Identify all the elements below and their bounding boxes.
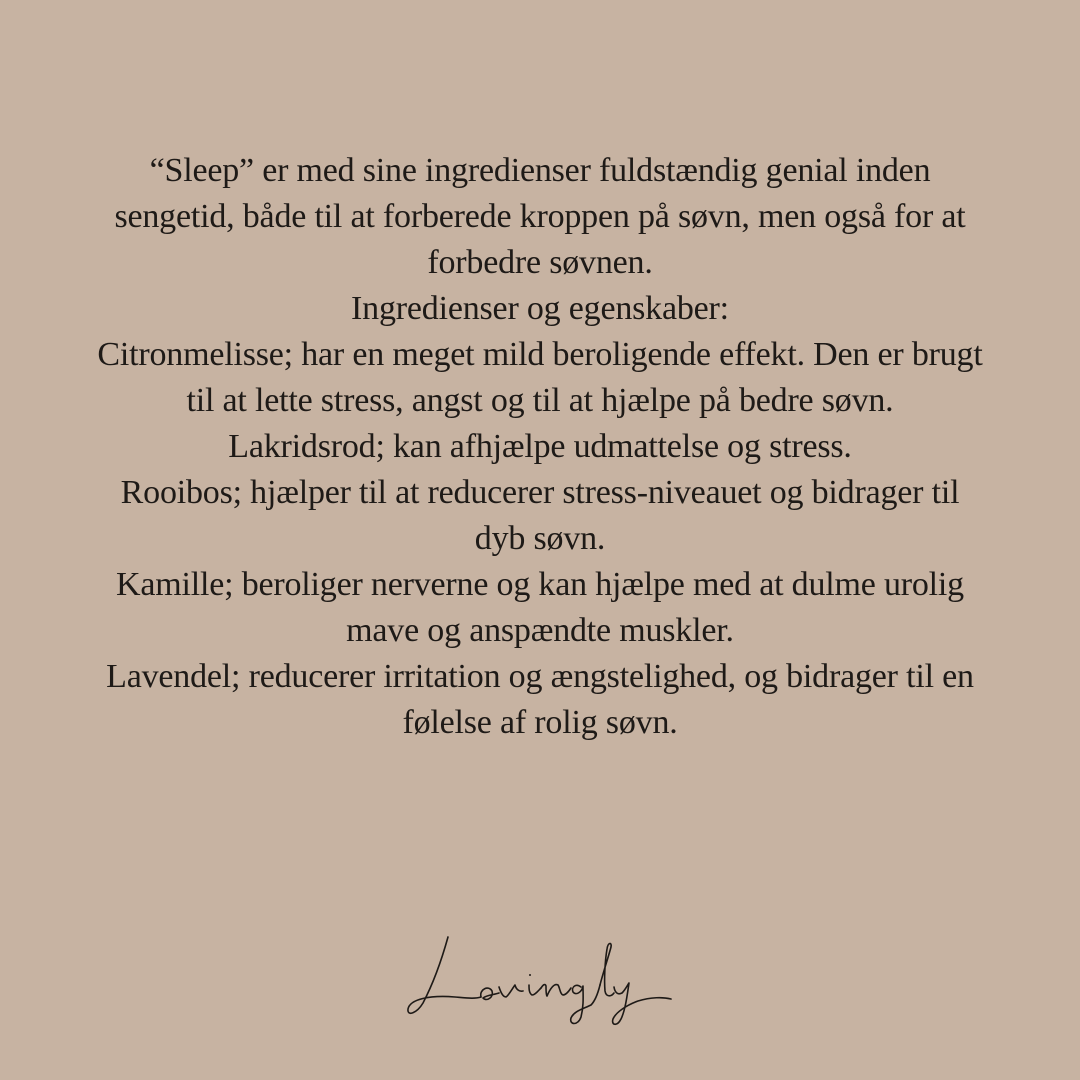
ingredient-line: Lakridsrod; kan afhjælpe udmattelse og stress. <box>228 428 852 465</box>
ingredient-line: Kamille; beroliger nerverne og kan hjælpe med at dulme urolig <box>116 566 964 603</box>
ingredient-line: til at lette stress, angst og til at hjælpe på bedre søvn. <box>186 382 894 419</box>
signature-logo-icon <box>395 925 685 1035</box>
ingredient-line: Rooibos; hjælper til at reducerer stress-niveauet og bidrager til <box>120 474 960 511</box>
ingredient-line: følelse af rolig søvn. <box>402 704 678 741</box>
ingredient-line: Lavendel; reducerer irritation og ængstelighed, og bidrager til en <box>106 658 974 695</box>
description-line: forbedre søvnen. <box>427 244 653 281</box>
ingredients-heading: Ingredienser og egenskaber: <box>351 290 729 327</box>
brand-logo <box>395 925 685 1035</box>
product-description <box>30 148 1050 746</box>
ingredient-line: Citronmelisse; har en meget mild beroligende effekt. Den er brugt <box>97 336 983 373</box>
description-line: “Sleep” er med sine ingredienser fuldstændig genial inden <box>149 152 931 189</box>
ingredient-line: mave og anspændte muskler. <box>346 612 734 649</box>
ingredient-line: dyb søvn. <box>474 520 606 557</box>
description-line: sengetid, både til at forberede kroppen på søvn, men også for at <box>114 198 966 235</box>
